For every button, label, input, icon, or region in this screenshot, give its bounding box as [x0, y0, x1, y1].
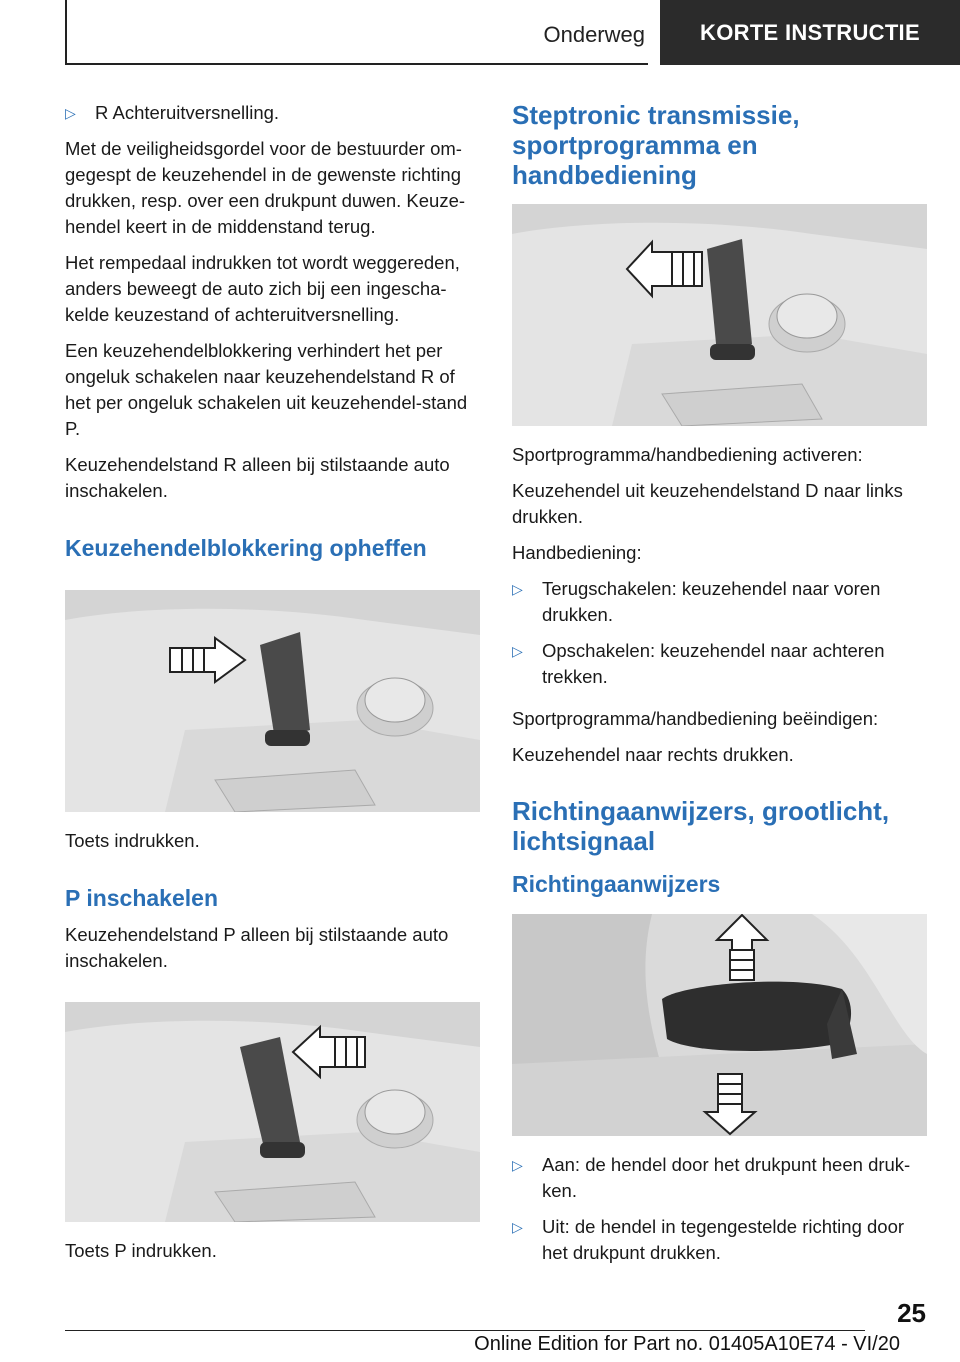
list-item — [512, 638, 930, 690]
triangle-right-icon: ▷ — [512, 1219, 523, 1235]
list-item — [512, 1214, 930, 1266]
paragraph: Keuzehendelstand P alleen bij stilstaande auto inschakelen. — [65, 924, 449, 971]
turn-signal-stalk-illustration — [512, 914, 927, 1136]
paragraph: Keuzehendelstand R alleen bij stilstaande auto inschakelen. — [65, 454, 450, 501]
triangle-right-icon: ▷ — [512, 643, 523, 659]
list-item — [65, 100, 483, 126]
header-section-name: Onderweg — [543, 22, 645, 47]
header-chapter-tab[interactable]: KORTE INSTRUCTIE — [660, 0, 960, 65]
bullet-text: R Achteruitversnelling. — [95, 102, 280, 123]
park-button-illustration — [65, 1002, 480, 1222]
page-number: 25 — [897, 1298, 926, 1328]
section-heading-park: P inschakelen — [65, 885, 218, 911]
footer-edition: Online Edition for Part no. 01405A10E74 - VI/20 — [474, 1333, 900, 1355]
gear-lever-button-illustration — [65, 590, 480, 812]
figure-caption: Toets indrukken. — [65, 830, 200, 851]
paragraph: Een keuzehendelblokkering verhindert het per ongeluk schakelen naar keuzehendelstand R of het per ongeluk schakelen uit keuzehendel-stand P. — [65, 340, 468, 439]
bullet-text: Aan: de hendel door het drukpunt heen druk-ken. — [542, 1154, 911, 1201]
paragraph: Sportprogramma/handbediening activeren: — [512, 444, 863, 465]
paragraph: Keuzehendel uit keuzehendelstand D naar links drukken. — [512, 480, 903, 527]
paragraph: Keuzehendel naar rechts drukken. — [512, 744, 794, 765]
triangle-right-icon: ▷ — [512, 1157, 523, 1173]
paragraph: Sportprogramma/handbediening beëindigen: — [512, 708, 879, 729]
footer-rule — [65, 1330, 865, 1331]
section-heading-indicators: Richtingaanwijzers, grootlicht, lichtsignaal — [512, 796, 890, 856]
bullet-text: Uit: de hendel in tegengestelde richting door het drukpunt drukken. — [542, 1216, 905, 1263]
triangle-right-icon: ▷ — [65, 105, 76, 121]
left-column — [65, 100, 483, 1274]
bullet-text: Opschakelen: keuzehendel naar achteren trekken. — [542, 640, 885, 687]
paragraph: Het rempedaal indrukken tot wordt weggereden, anders beweegt de auto zich bij een ingescha-kelde keuzestand of achteruitversnelling. — [65, 252, 460, 325]
section-heading-lock-release: Keuzehendelblokkering opheffen — [65, 535, 427, 561]
list-item — [512, 576, 930, 628]
subsection-heading-indicators: Richtingaanwijzers — [512, 871, 721, 897]
section-heading-steptronic: Steptronic transmissie, sportprogramma en handbediening — [512, 100, 800, 190]
paragraph: Handbediening: — [512, 542, 642, 563]
steptronic-lever-illustration — [512, 204, 927, 426]
triangle-right-icon: ▷ — [512, 581, 523, 597]
bullet-text: Terugschakelen: keuzehendel naar voren drukken. — [542, 578, 881, 625]
figure-caption: Toets P indrukken. — [65, 1240, 217, 1261]
header-left-rule — [65, 0, 67, 64]
paragraph: Met de veiligheidsgordel voor de bestuurder om-gegespt de keuzehendel in de gewenste richting drukken, resp. over een drukpunt duwen. Keuze-hendel keert in de middenstand terug. — [65, 138, 466, 237]
right-column — [512, 100, 930, 1276]
list-item — [512, 1152, 930, 1204]
header-bottom-rule — [65, 63, 648, 65]
